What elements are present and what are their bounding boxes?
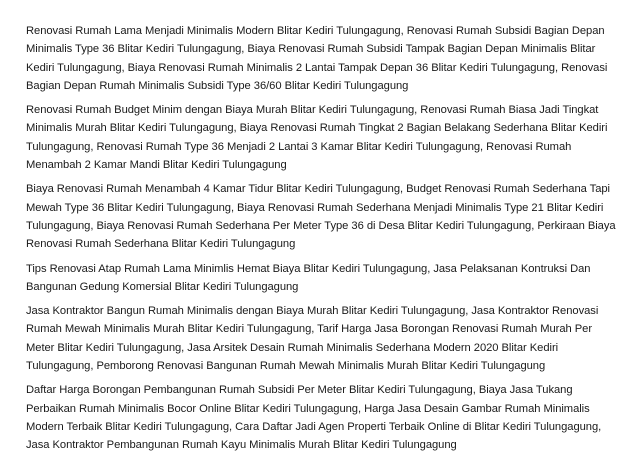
paragraph-5: Jasa Kontraktor Bangun Rumah Minimalis dengan Biaya Murah Blitar Kediri Tulungagung, Jasa Kontraktor Renovasi Rumah Mewah Minimalis Murah Blitar Kediri Tulungagung, Tarif Harga Jasa Borongan Renovasi Rumah Murah Per Meter Blitar Kediri Tulungagung, Jasa Arsitek Desain Rumah Minimalis Sederhana Modern 2020 Blitar Kediri Tulungagung, Pemborong Renovasi Bangunan Rumah Mewah Minimalis Murah Blitar Kediri Tulungagung	[26, 305, 599, 373]
document-body	[26, 22, 616, 461]
paragraph-3: Biaya Renovasi Rumah Menambah 4 Kamar Tidur Blitar Kediri Tulungagung, Budget Renovasi Rumah Sederhana Tapi Mewah Type 36 Blitar Kediri Tulungagung, Biaya Renovasi Rumah Sederhana Menjadi Minimalis Type 21 Blitar Kediri Tulungagung, Biaya Renovasi Rumah Sederhana Per Meter Type 36 di Desa Blitar Kediri Tulungagung, Perkiraan Biaya Renovasi Rumah Sederhana Blitar Kediri Tulungagung	[26, 183, 616, 251]
paragraph-6: Daftar Harga Borongan Pembangunan Rumah Subsidi Per Meter Blitar Kediri Tulungagung, Biaya Jasa Tukang Perbaikan Rumah Minimalis Bocor Online Blitar Kediri Tulungagung, Harga Jasa Desain Gambar Rumah Minimalis Modern Terbaik Blitar Kediri Tulungagung, Cara Daftar Jadi Agen Properti Terbaik Online di Blitar Kediri Tulungagung, Jasa Kontraktor Pembangunan Rumah Kayu Minimalis Murah Blitar Kediri Tulungagung	[26, 384, 602, 452]
paragraph-4: Tips Renovasi Atap Rumah Lama Minimlis Hemat Biaya Blitar Kediri Tulungagung, Jasa Pelaksanan Kontruksi Dan Bangunan Gedung Komersial Blitar Kediri Tulungagung	[26, 262, 591, 293]
paragraph-2: Renovasi Rumah Budget Minim dengan Biaya Murah Blitar Kediri Tulungagung, Renovasi Rumah Biasa Jadi Tingkat Minimalis Murah Blitar Kediri Tulungagung, Biaya Renovasi Rumah Tingkat 2 Bagian Belakang Sederhana Blitar Kediri Tulungagung, Renovasi Rumah Type 36 Menjadi 2 Lantai 3 Kamar Blitar Kediri Tulungagung, Renovasi Rumah Menambah 2 Kamar Mandi Blitar Kediri Tulungagung	[26, 104, 608, 172]
paragraph-1: Renovasi Rumah Lama Menjadi Minimalis Modern Blitar Kediri Tulungagung, Renovasi Rumah Subsidi Bagian Depan Minimalis Type 36 Blitar Kediri Tulungagung, Biaya Renovasi Rumah Subsidi Tampak Bagian Depan Minimalis Blitar Kediri Tulungagung, Biaya Renovasi Rumah Minimalis 2 Lantai Tampak Depan 36 Blitar Kediri Tulungagung, Renovasi Bagian Depan Rumah Minimalis Subsidi Type 36/60 Blitar Kediri Tulungagung	[26, 25, 608, 92]
